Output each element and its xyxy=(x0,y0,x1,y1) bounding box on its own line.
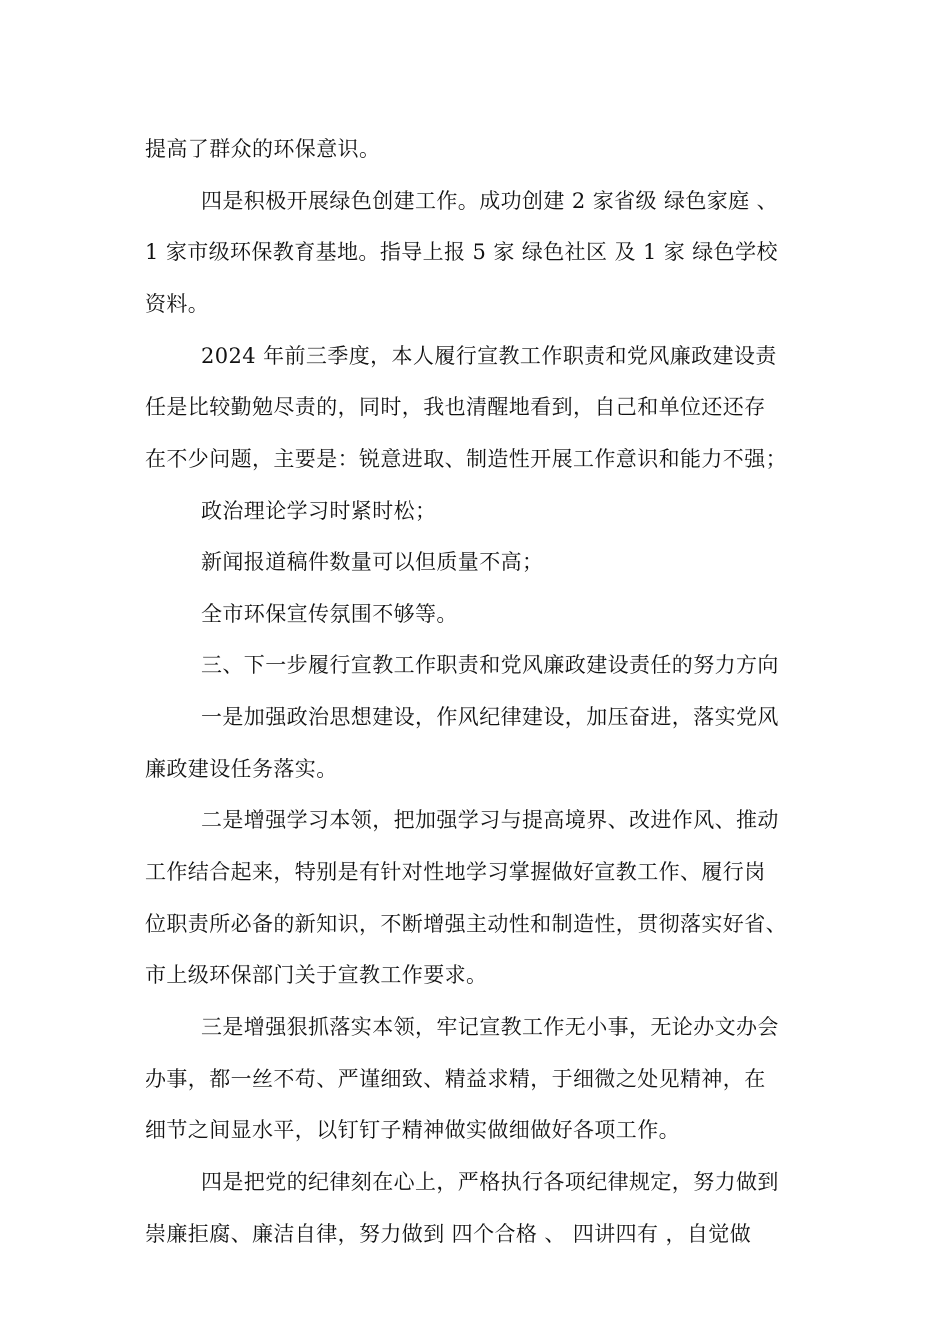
text-line: 在不少问题，主要是：锐意进取、制造性开展工作意识和能力不强； xyxy=(145,447,787,471)
text-line: 细节之间显水平，以钉钉子精神做实做细做好各项工作。 xyxy=(145,1118,680,1142)
text-line: 任是比较勤勉尽责的，同时，我也清醒地看到，自己和单位还还存 xyxy=(145,395,766,419)
text-line: 工作结合起来，特别是有针对性地学习掌握做好宣教工作、履行岗 xyxy=(145,860,766,884)
text-line: 1 家市级环保教育基地。指导上报 5 家 绿色社区 及 1 家 绿色学校 xyxy=(145,240,778,264)
text-line: 四是积极开展绿色创建工作。成功创建 2 家省级 绿色家庭 、 xyxy=(201,189,779,213)
text-line: 三是增强狠抓落实本领，牢记宣教工作无小事，无论办文办会 xyxy=(201,1015,779,1039)
text-line: 2024 年前三季度，本人履行宣教工作职责和党风廉政建设责 xyxy=(201,344,777,368)
text-line: 二是增强学习本领，把加强学习与提高境界、改进作风、推动 xyxy=(201,808,779,832)
text-line: 崇廉拒腐、廉洁自律，努力做到 四个合格 、 四讲四有 ，自觉做 xyxy=(145,1222,752,1246)
text-line: 市上级环保部门关于宣教工作要求。 xyxy=(145,963,488,987)
text-line: 政治理论学习时紧时松； xyxy=(201,499,437,523)
text-line: 一是加强政治思想建设，作风纪律建设，加压奋进，落实党风 xyxy=(201,705,779,729)
text-line: 资料。 xyxy=(145,292,210,316)
text-line: 全市环保宣传氛围不够等。 xyxy=(201,602,458,626)
text-line: 廉政建设任务落实。 xyxy=(145,757,338,781)
text-line: 新闻报道稿件数量可以但质量不高； xyxy=(201,550,544,574)
text-line: 位职责所必备的新知识，不断增强主动性和制造性，贯彻落实好省、 xyxy=(145,912,787,936)
text-line: 提高了群众的环保意识。 xyxy=(145,137,381,161)
section-heading: 三、下一步履行宣教工作职责和党风廉政建设责任的努力方向 xyxy=(201,653,779,677)
text-line: 办事，都一丝不苟、严谨细致、精益求精，于细微之处见精神，在 xyxy=(145,1067,766,1091)
text-line: 四是把党的纪律刻在心上，严格执行各项纪律规定，努力做到 xyxy=(201,1170,779,1194)
